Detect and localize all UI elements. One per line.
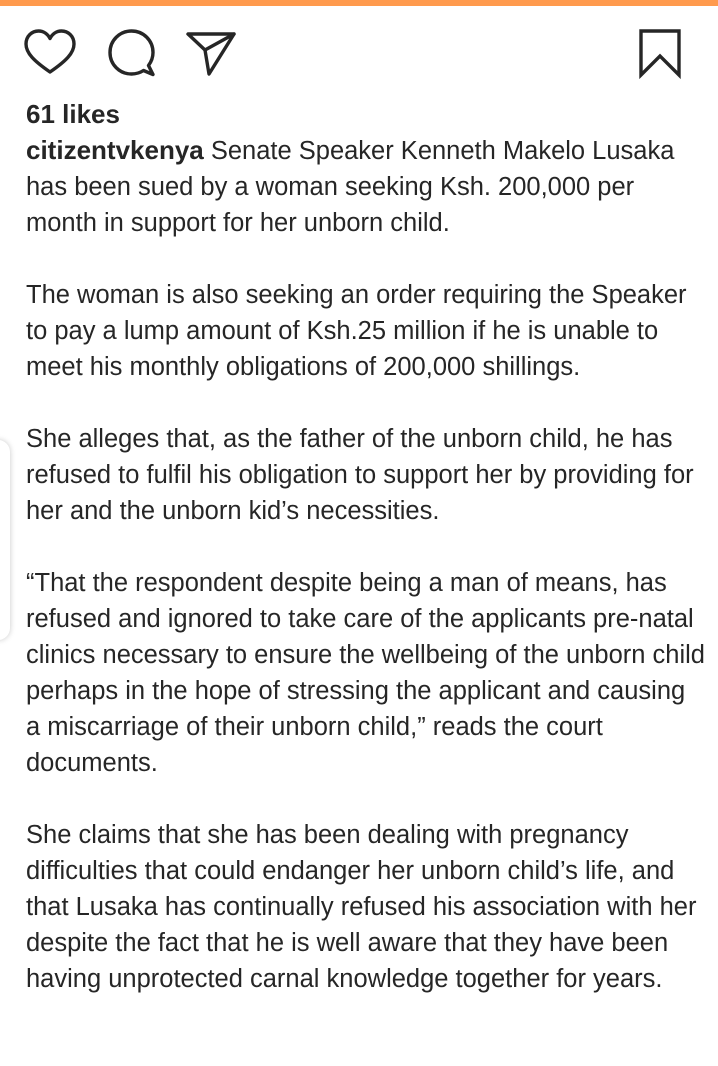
top-accent-bar [0, 0, 718, 6]
like-button[interactable] [22, 26, 78, 82]
post-action-bar [0, 24, 718, 84]
username-link[interactable]: citizentvkenya [26, 135, 204, 165]
caption-paragraph: She alleges that, as the father of the unborn child, he has refused to fulfil his obligation to support her by providing for her and the unborn kid’s necessities. [26, 425, 694, 525]
caption-paragraph: The woman is also seeking an order requiring the Speaker to pay a lump amount of Ksh.25 million if he is unable to meet his monthly obligations of 200,000 shillings. [26, 281, 687, 381]
caption-paragraph: She claims that she has been dealing with pregnancy difficulties that could endanger her unborn child’s life, and that Lusaka has continually refused his association with her despite the fact that he is well aware that they have been having unprotected carnal knowledge together for years. [26, 821, 697, 993]
heart-outline-icon [22, 26, 78, 82]
speech-bubble-icon [102, 26, 158, 82]
post-caption [26, 132, 706, 997]
bookmark-outline-icon [632, 26, 688, 82]
save-button[interactable] [632, 26, 688, 82]
paper-plane-icon [182, 26, 238, 82]
comment-button[interactable] [102, 26, 158, 82]
edge-panel-handle[interactable] [0, 440, 10, 640]
post-details [26, 96, 706, 997]
share-button[interactable] [182, 26, 238, 82]
likes-count[interactable]: 61 likes [26, 99, 120, 129]
caption-lead-text: Senate Speaker Kenneth Makelo Lusaka has been sued by a woman seeking Ksh. 200,000 per month in support for her unborn child. [26, 137, 675, 237]
caption-first-paragraph [26, 132, 706, 241]
caption-paragraph: “That the respondent despite being a man of means, has refused and ignored to take care of the applicants pre-natal clinics necessary to ensure the wellbeing of the unborn child perhaps in the hope of stressing the applicant and causing a miscarriage of their unborn child,” reads the court documents. [26, 569, 705, 777]
